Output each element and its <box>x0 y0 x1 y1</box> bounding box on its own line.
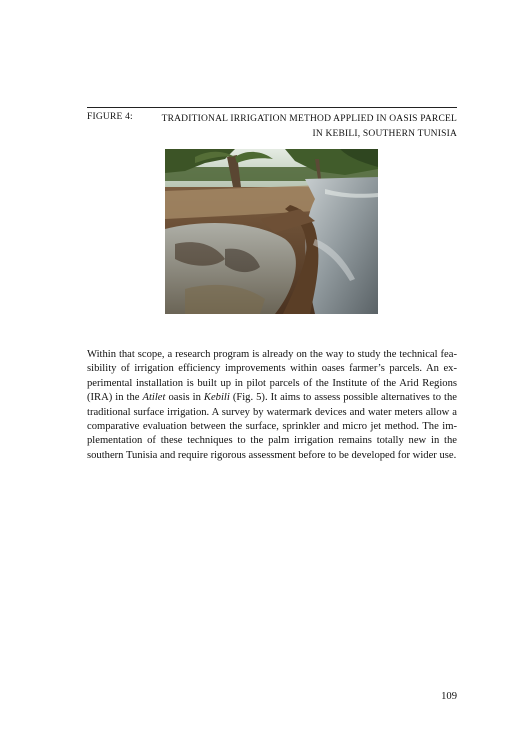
page-number: 109 <box>441 691 457 702</box>
paragraph-text-part-1: Within that scope, a research program is already on the way to study the technical fea-sibility of irrigation efficiency improvements within oases farmer’s parcels. An ex-perimental installation is built up in pilot parcels of the Institute of the Arid Regions (IRA) in the <box>87 349 457 404</box>
oasis-irrigation-illustration <box>165 149 378 314</box>
figure-title-line-1: TRADITIONAL IRRIGATION METHOD APPLIED IN OASIS PARCEL <box>161 114 457 124</box>
paragraph-text-part-3: (Fig. 5). It aims to assess possible alternatives to the traditional surface irrigation. A survey by watermark devices and water meters allow a comparative evaluation between the surface, sprinkler and micro jet method. The im-plementation of these techniques to the palm irrigation remains totally new in the southern Tunisia and require rigorous assessment before to be developed for wider use. <box>87 392 457 461</box>
figure-title-line-2: IN KEBILI, SOUTHERN TUNISIA <box>312 129 457 139</box>
figure-label: FIGURE 4: <box>87 112 133 122</box>
figure-title <box>150 112 457 142</box>
place-name-atilet: Atilet <box>142 392 166 404</box>
oasis-irrigation-photo <box>165 149 378 314</box>
paragraph-text-part-2: oasis in <box>165 392 204 404</box>
figure-top-rule <box>87 107 457 108</box>
body-paragraph <box>87 348 457 463</box>
place-name-kebili: Kebili <box>203 392 230 404</box>
